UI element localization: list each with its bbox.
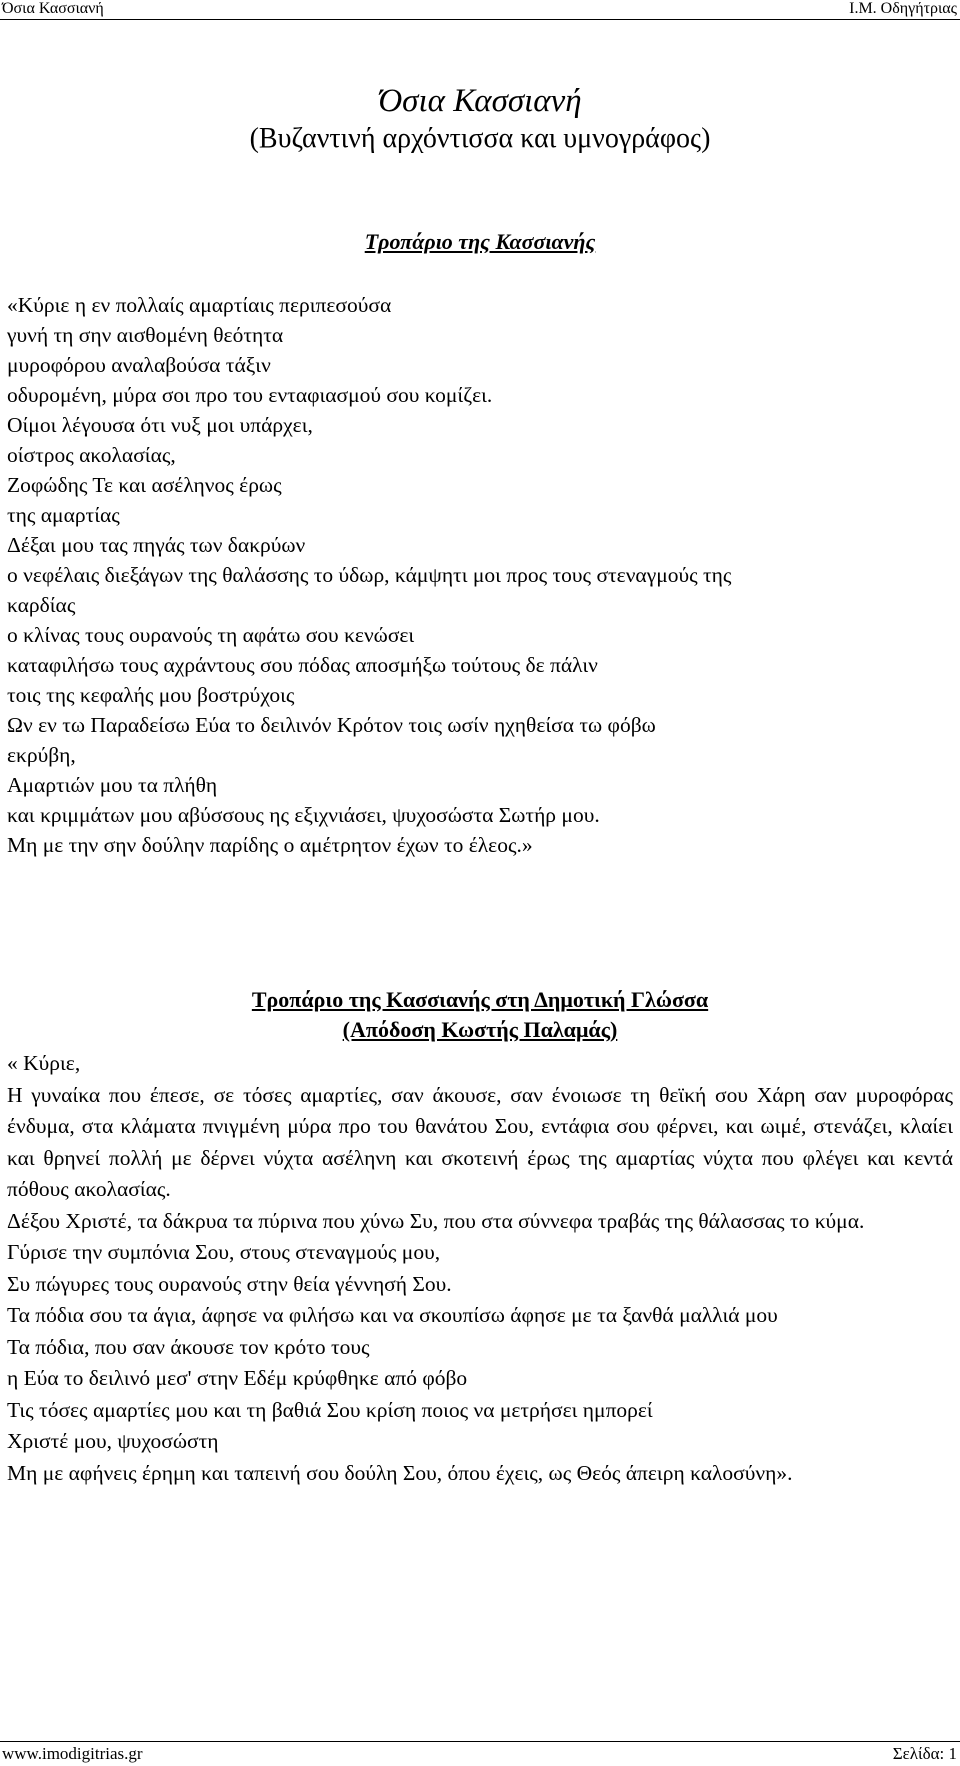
hymn-line: της αμαρτίας (7, 503, 120, 527)
hymn-line: Δέξαι μου τας πηγάς των δακρύων (7, 533, 306, 557)
hymn-line: ο κλίνας τους ουρανούς τη αφάτω σου κενώσει (7, 623, 415, 647)
hymn-line: ο νεφέλαις διεξάγων της θαλάσσης το ύδωρ, κάμψητι μοι προς τους στεναγμούς της (7, 563, 732, 587)
modern-version-heading-text: Τροπάριο της Κασσιανής στη Δημοτική Γλώσσα (251, 987, 709, 1012)
translator-attribution: (Απόδοση Κωστής Παλαμάς) (342, 1017, 618, 1042)
paragraph: Δέξου Χριστέ, τα δάκρυα τα πύρινα που χύνω Συ, που στα σύννεφα τραβάς της θάλασσας το κύμα. (7, 1208, 865, 1233)
hymn-line: οίστρος ακολασίας, (7, 443, 176, 467)
page-number: Σελίδα: 1 (892, 1744, 957, 1763)
modern-version-heading (0, 985, 960, 1045)
troparion-heading (0, 228, 960, 256)
hymn-line: Μη με την σην δούλην παρίδης ο αμέτρητον έχων το έλεος.» (7, 833, 533, 857)
hymn-line: Οίμοι λέγουσα ότι νυξ μοι υπάρχει, (7, 413, 313, 437)
hymn-line: μυροφόρου αναλαβούσα τάξιν (7, 353, 271, 377)
hymn-line: και κριμμάτων μου αβύσσους ης εξιχνιάσει, ψυχοσώστα Σωτήρ μου. (7, 803, 600, 827)
troparion-heading-text: Τροπάριο της Κασσιανής (364, 229, 596, 254)
troparion-text (7, 290, 953, 860)
modern-version-text (7, 1048, 953, 1489)
hymn-line: τοις της κεφαλής μου βοστρύχοις (7, 683, 295, 707)
hymn-line: γυνή τη σην αισθομένη θεότητα (7, 323, 284, 347)
paragraph: Γύρισε την συμπόνια Σου, στους στεναγμούς μου, (7, 1240, 441, 1264)
hymn-line: Αμαρτιών μου τα πλήθη (7, 773, 218, 797)
hymn-line: καταφιλήσω τους αχράντους σου πόδας αποσμήξω τούτους δε πάλιν (7, 653, 598, 677)
page-title: Όσια Κασσιανή (378, 83, 582, 119)
header-document-title: Όσια Κασσιανή (2, 0, 104, 17)
hymn-line: οδυρομένη, μύρα σοι προ του ενταφιασμού σου κομίζει. (7, 383, 493, 407)
page-subtitle: (Βυζαντινή αρχόντισσα και υμνογράφος) (249, 123, 711, 154)
paragraph: « Κύριε, (7, 1051, 81, 1075)
paragraph: Μη με αφήνεις έρημη και ταπεινή σου δούλη Σου, όπου έχεις, ως Θεός άπειρη καλοσύνη». (7, 1460, 793, 1485)
paragraph: η Εύα το δειλινό μεσ' στην Εδέμ κρύφθηκε από φόβο (7, 1366, 468, 1390)
paragraph: Η γυναίκα που έπεσε, σε τόσες αμαρτίες, σαν άκουσε, σαν ένοιωσε τη θεϊκή σου Χάρη σαν μυροφόρας ένδυμα, στα κλάματα πνιγμένη μύρα προ του θανάτου Σου, εντάφια σου φέρνει, και ωιμέ, στενάζει, κλαίει και θρηνεί πολλή με δέρνει νύχτα ασέληνη και σκοτεινή έρως της αμαρτίας νύχτα που φλέγει και κεντά πόθους ακολασίας. (7, 1082, 953, 1201)
hymn-line: καρδίας (7, 593, 76, 617)
paragraph: Χριστέ μου, ψυχοσώστη (7, 1429, 219, 1453)
paragraph: Τις τόσες αμαρτίες μου και τη βαθιά Σου κρίση ποιος να μετρήσει ημπορεί (7, 1397, 653, 1422)
hymn-line: Ζοφώδης Τε και ασέληνος έρως (7, 473, 282, 497)
paragraph: Συ πώγυρες τους ουρανούς στην θεία γέννησή Σου. (7, 1271, 452, 1296)
footer-divider (0, 1741, 960, 1742)
page-footer (0, 1744, 960, 1766)
header-divider (0, 19, 960, 20)
hymn-line: εκρύβη, (7, 743, 76, 767)
hymn-line: «Κύριε η εν πολλαίς αμαρτίαις περιπεσούσα (7, 293, 392, 317)
footer-website: www.imodigitrias.gr (2, 1744, 143, 1763)
paragraph: Τα πόδια, που σαν άκουσε τον κρότο τους (7, 1334, 370, 1359)
paragraph: Τα πόδια σου τα άγια, άφησε να φιλήσω και να σκουπίσω άφησε με τα ξανθά μαλλιά μου (7, 1303, 778, 1327)
hymn-line: Ων εν τω Παραδείσω Εύα το δειλινόν Κρότον τοις ωσίν ηχηθείσα τω φόβω (7, 713, 656, 737)
header-publisher: Ι.Μ. Οδηγήτριας (849, 0, 957, 17)
